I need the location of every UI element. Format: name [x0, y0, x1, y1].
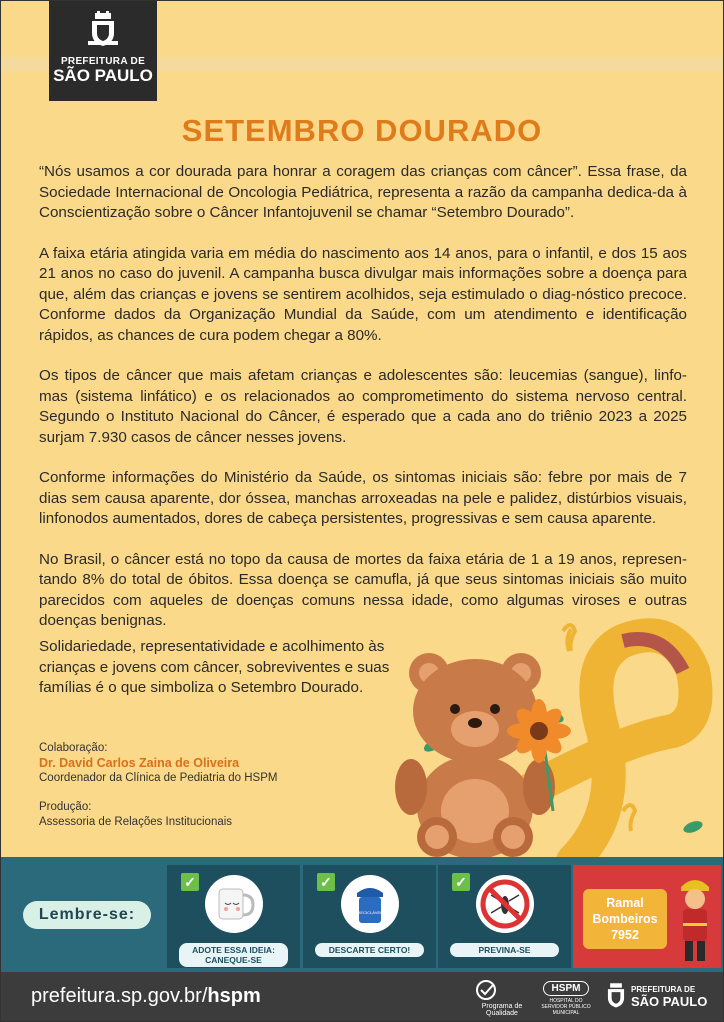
collab-name: Dr. David Carlos Zaina de Oliveira — [39, 756, 240, 770]
paragraph: Conforme informações do Ministério da Saúde, os sintomas iniciais são: febre por mais de 7 dias sem causa aparente, dor óssea, manchas arroxeadas na pele e palidez, distúrbios visuais, linfonodos aumentados, dores de cabeça persistentes, progressivas e sem causa aparente. — [39, 469, 687, 527]
quality-program-logo: Programa de Qualidade — [475, 979, 529, 1017]
city-crest-icon — [605, 981, 627, 1009]
prod-name: Assessoria de Relações Institucionais — [39, 816, 233, 828]
mug-card — [167, 865, 300, 968]
small-ribbon-icon — [623, 805, 635, 831]
credits — [39, 741, 277, 830]
check-icon: ✓ — [181, 873, 199, 891]
small-ribbon-icon — [563, 625, 575, 651]
card-label: DESCARTE CERTO! — [315, 943, 424, 957]
firefighter-icon — [673, 873, 717, 963]
ramal-line1: Ramal — [606, 896, 644, 910]
collab-role: Coordenador da Clínica de Pediatria do HSPM — [39, 772, 278, 784]
check-icon: ✓ — [452, 873, 470, 891]
paragraph: Os tipos de câncer que mais afetam crianças e adolescentes são: leucemias (sangue), linfo-mas (sistema linfático) e os relacionados ao comprometimento do sistema nervoso central. Segundo o Instituto Nacional do Câncer, é esperado que a cada ano do triênio 2023 a 2025 surjam 7.930 casos de câncer nesses jovens. — [39, 367, 687, 446]
lembre-se-badge: Lembre-se: — [23, 901, 151, 929]
closing-text: Solidariedade, representatividade e acolhimento às crianças e jovens com câncer, sobreviventes e suas famílias é o que simboliza o Setembro Dourado. — [39, 638, 390, 696]
hspm-logo: HSPM HOSPITAL DO SERVIDOR PÚBLICO MUNICIPAL — [541, 983, 591, 1016]
mug-icon — [205, 875, 263, 933]
teddy-bear-icon — [395, 653, 555, 859]
poster: PREFEITURA DE SÃO PAULO SETEMBRO DOURADO “Nós usamos a cor dourada para honrar a coragem das crianças com câncer”. Essa frase, da Sociedade Internacional de Oncologia Pediátrica, representa a razão da campanha dedica-da à Conscientização sobre o Câncer Infantojuvenil se chamar “Setembro Dourado”. A faixa etária atingida varia em média do nascimento aos 14 anos, para o infantil, e dos 15 aos 21 anos no caso do juvenil. A campanha busca divulgar mais informações sobre a doença para que, além das crianças e jovens se sentirem acolhidos, seja estimulado o diag-nóstico precoce. Conforme dados da Organização Mundial da Saúde, com um atendimento e identificação rápidos, as chances de cura podem chegar a 80%. Os tipos de câncer que mais afetam crianças e adolescentes são: leucemias (sangue), linfo-mas (sistema linfático) e os relacionados ao comprometimento do sistema nervoso central. Segundo o Instituto Nacional do Câncer, é esperado que a cada ano do triênio 2023 a 2025 surjam 7.930 casos de câncer nesses jovens. Conforme informações do Ministério da Saúde, os sintomas iniciais são: febre por mais de 7 dias sem causa aparente, dor óssea, manchas arroxeadas na pele e palidez, distúrbios visuais, linfonodos aumentados, dores de cabeça persistentes, progressivas e sem causa aparente. No Brasil, o câncer está no topo da causa de mortes da faixa etária de 1 a 19 anos, represen-tando 8% do total de óbitos. Essa doença se camufla, já que seus sintomas iniciais são muito parecidos com aqueles de doenças comuns nessa idade, como algumas viroses e outras doenças benignas. Solidariedade, representatividade e acolhimento às crianças e jovens com câncer, sobreviventes e suas famílias é o que simboliza o Setembro Dourado. Colaboração: Dr. David Carlos Zaina de Oliveira Coordenador da Clínica de Pediatria do HSPM Produção: Assessoria de Relações Institucionais Lembre-se: ✓ ADOTE ESSA IDEIA: CANEQUE-SE ✓ RECICLÁVEL DESCARTE CERTO! ✓ PREVINA-SE Ramal Bombeiros 7952 prefeitura.sp.gov.br/hspm Programa de Qualidade HSPM HOSPITAL DO SERVIDOR PÚBLICO MUNICIPAL PREFEITURA DE SÃO PAULO — [0, 0, 724, 1022]
collab-label: Colaboração: — [39, 742, 108, 754]
recycle-bin-icon — [341, 875, 399, 933]
city-crest-icon — [88, 11, 118, 47]
ramal-line2: Bombeiros — [592, 912, 658, 926]
no-mosquito-icon — [476, 875, 534, 933]
quality-icon — [475, 979, 529, 1001]
prod-label: Produção: — [39, 801, 92, 813]
paragraph: No Brasil, o câncer está no topo da causa de mortes da faixa etária de 1 a 19 anos, represen-tando 8% do total de óbitos. Essa doença se camufla, já que seus sintomas iniciais são muito parecidos com aqueles de doenças comuns nessa idade, como algumas viroses e outras doenças benignas. — [39, 550, 687, 629]
leaf-icon — [682, 819, 704, 835]
check-icon: ✓ — [317, 873, 335, 891]
page-title: SETEMBRO DOURADO — [181, 113, 543, 148]
mosquito-card — [438, 865, 571, 968]
firefighter-card — [573, 865, 721, 968]
card-label: ADOTE ESSA IDEIA: CANEQUE-SE — [179, 943, 288, 967]
body-text — [39, 162, 687, 652]
recycle-card — [303, 865, 436, 968]
paragraph: “Nós usamos a cor dourada para honrar a coragem das crianças com câncer”. Essa frase, da Sociedade Internacional de Oncologia Pediátrica, representa a razão da campanha dedica-da à Conscientização sobre o Câncer Infantojuvenil se chamar “Setembro Dourado”. — [39, 163, 687, 221]
teddy-bear-ribbon-illustration — [373, 611, 723, 861]
bin-label: RECICLÁVEL — [357, 910, 383, 915]
prefeitura-logo — [49, 1, 157, 101]
logo-line1: PREFEITURA DE — [60, 56, 146, 67]
website-url[interactable]: prefeitura.sp.gov.br/hspm — [31, 985, 261, 1007]
ramal-box — [583, 889, 667, 949]
paragraph: A faixa etária atingida varia em média do nascimento aos 14 anos, para o infantil, e dos 15 aos 21 anos no caso do juvenil. A campanha busca divulgar mais informações sobre a doença para que, além das crianças e jovens se sentirem acolhidos, seja estimulado o diag-nóstico precoce. Conforme dados da Organização Mundial da Saúde, com um atendimento e identificação rápidos, as chances de cura podem chegar a 80%. — [39, 244, 687, 344]
card-label: PREVINA-SE — [450, 943, 559, 957]
ramal-line3: 7952 — [611, 928, 639, 942]
logo-line2: SÃO PAULO — [53, 66, 153, 85]
